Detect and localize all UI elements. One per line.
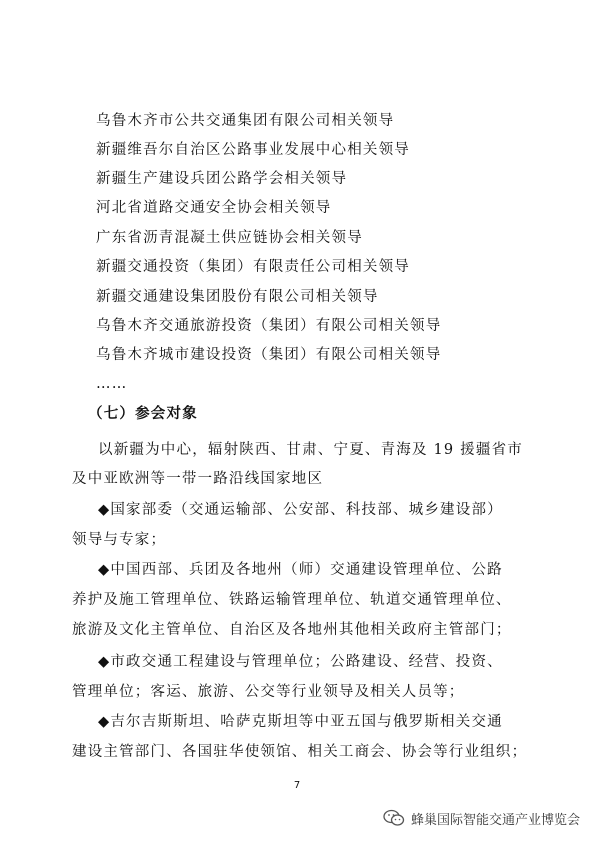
list-item: 乌鲁木齐交通旅游投资（集团）有限公司相关领导 [96, 318, 442, 334]
page-number: 7 [293, 780, 301, 791]
section-heading: （七）参会对象 [88, 405, 198, 422]
list-item: 河北省道路交通安全协会相关领导 [96, 200, 332, 216]
list-item: 广东省沥青混凝土供应链协会相关领导 [96, 230, 363, 246]
list-item: 乌鲁木齐城市建设投资（集团）有限公司相关领导 [96, 347, 442, 363]
watermark [383, 807, 580, 829]
paragraph-line: 旅游及文化主管单位、自治区及各地州其他相关政府主管部门； [72, 622, 512, 638]
paragraph-line: ◆中国西部、兵团及各地州（师）交通建设管理单位、公路 [98, 562, 503, 578]
watermark-text: 蜂巢国际智能交通产业博览会 [410, 812, 580, 828]
paragraph-line: 领导与专家； [72, 532, 167, 548]
list-item: 新疆交通建设集团股份有限公司相关领导 [96, 289, 379, 305]
paragraph-line: 养护及施工管理单位、铁路运输管理单位、轨道交通管理单位、 [72, 592, 512, 608]
paragraph-line: ◆市政交通工程建设与管理单位；公路建设、经营、投资、 [98, 654, 503, 670]
paragraph-line: 建设主管部门、各国驻华使领馆、相关工商会、协会等行业组织； [72, 744, 528, 760]
list-item: 新疆交通投资（集团）有限责任公司相关领导 [96, 259, 410, 275]
paragraph-line: 以新疆为中心，辐射陕西、甘肃、宁夏、青海及 19 援疆省市 [98, 442, 523, 458]
paragraph-line: 及中亚欧洲等一带一路沿线国家地区 [72, 471, 324, 487]
list-item: 新疆维吾尔自治区公路事业发展中心相关领导 [96, 142, 410, 158]
paragraph-line: 管理单位；客运、旅游、公交等行业领导及相关人员等； [72, 684, 465, 700]
list-item: 新疆生产建设兵团公路学会相关领导 [96, 171, 348, 187]
paragraph-line: ◆国家部委（交通运输部、公安部、科技部、城乡建设部） [98, 502, 503, 518]
list-item: 乌鲁木齐市公共交通集团有限公司相关领导 [96, 113, 395, 129]
list-ellipsis: …… [96, 376, 128, 392]
wechat-icon [383, 809, 405, 827]
paragraph-line: ◆吉尔吉斯斯坦、哈萨克斯坦等中亚五国与俄罗斯相关交通 [98, 714, 503, 730]
